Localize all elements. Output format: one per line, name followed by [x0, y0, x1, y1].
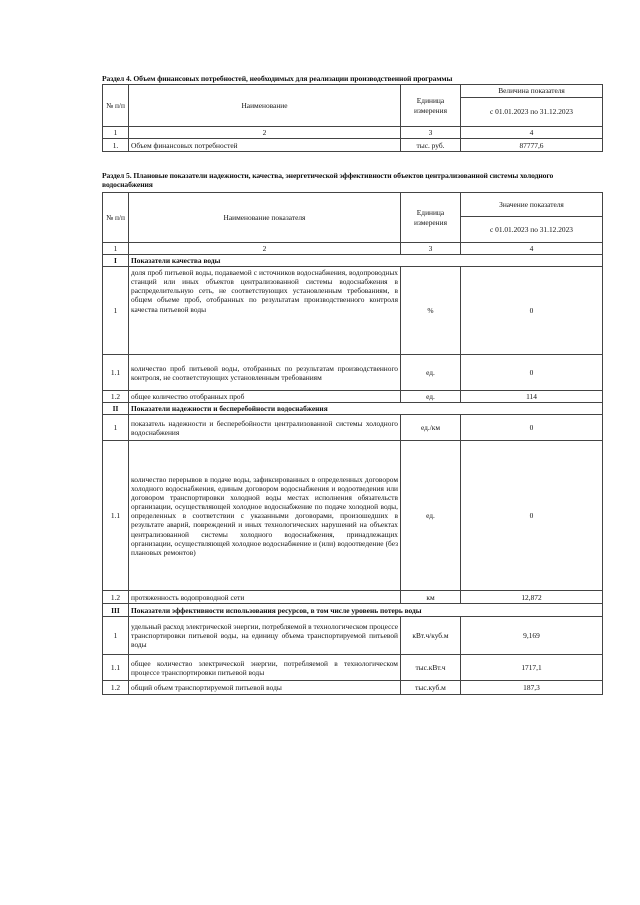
col-header-name: Наименование [129, 85, 401, 127]
row-value: 1717,1 [461, 655, 603, 681]
col-header-period: с 01.01.2023 по 31.12.2023 [461, 217, 603, 243]
row-unit: кВт.ч/куб.м [401, 617, 461, 655]
table-row [103, 355, 603, 391]
row-name: показатель надежности и бесперебойности централизованной системы холодного водоснабжения [129, 415, 401, 441]
col-header-name: Наименование показателя [129, 193, 401, 243]
col-header-period: с 01.01.2023 по 31.12.2023 [461, 98, 603, 127]
table-row [103, 681, 603, 695]
indicators-table [102, 192, 603, 695]
row-value: 0 [461, 267, 603, 355]
column-numbers-row [103, 127, 603, 139]
row-unit: ед. [401, 391, 461, 403]
group-title: Показатели эффективности использования ресурсов, в том числе уровень потерь воды [129, 604, 603, 617]
colnum-cell: 1 [103, 127, 129, 139]
row-num: 1.1 [103, 355, 129, 391]
row-value: 0 [461, 415, 603, 441]
table-header-row [103, 85, 603, 98]
row-num: 1 [103, 267, 129, 355]
row-unit: км [401, 591, 461, 604]
group-title: Показатели качества воды [129, 255, 603, 267]
row-num: 1. [103, 139, 129, 152]
section-row [103, 255, 603, 267]
col-header-value: Значение показателя [461, 193, 603, 217]
table-header-row [103, 193, 603, 217]
row-num: 1 [103, 415, 129, 441]
row-value: 87777,6 [461, 139, 603, 152]
row-name: удельный расход электрической энергии, потребляемой в технологическом процессе транспортировки питьевой воды, на единицу объема транспортируемой питьевой воды [129, 617, 401, 655]
row-value: 114 [461, 391, 603, 403]
table-row [103, 441, 603, 591]
row-name: количество проб питьевой воды, отобранных по результатам производственного контроля, не соответствующих установленным требованиям [129, 355, 401, 391]
section4-title: Раздел 4. Объем финансовых потребностей, необходимых для реализации производственной программы [102, 74, 453, 83]
colnum-cell: 3 [401, 127, 461, 139]
row-name: количество перерывов в подаче воды, зафиксированных в определенных договором холодного водоснабжения, единым договором водоснабжения и водоотведения или договором транспортировки холодной воды местах исполнения обязательств организации, осуществляющей холодное водоснабжение по подаче холодной воды, определенных в соответствии с указанными договорами, произошедших в результате аварий, повреждений и иных технологических нарушений на объектах централизованной системы холодного водоснабжения, принадлежащих организации, осуществляющей холодное водоснабжение и (или) водоотведение (без плановых ремонтов) [129, 441, 401, 591]
row-name: общий объем транспортируемой питьевой воды [129, 681, 401, 695]
row-value: 12,872 [461, 591, 603, 604]
row-value: 0 [461, 441, 603, 591]
group-num: III [103, 604, 129, 617]
row-unit: ед. [401, 441, 461, 591]
table-row [103, 139, 603, 152]
table-row [103, 415, 603, 441]
colnum-cell: 4 [461, 127, 603, 139]
colnum-cell: 3 [401, 243, 461, 255]
col-header-num: № п/п [103, 193, 129, 243]
section-row [103, 403, 603, 415]
row-name: общее количество электрической энергии, потребляемой в технологическом процессе транспортировки питьевой воды [129, 655, 401, 681]
row-unit: ед. [401, 355, 461, 391]
row-value: 187,3 [461, 681, 603, 695]
row-num: 1.1 [103, 441, 129, 591]
row-name: общее количество отобранных проб [129, 391, 401, 403]
col-header-num: № п/п [103, 85, 129, 127]
table-row [103, 391, 603, 403]
row-unit: ед./км [401, 415, 461, 441]
row-value: 9,169 [461, 617, 603, 655]
col-header-value: Величина показателя [461, 85, 603, 98]
table-row [103, 267, 603, 355]
table-row [103, 591, 603, 604]
row-num: 1.2 [103, 391, 129, 403]
group-num: II [103, 403, 129, 415]
row-num: 1 [103, 617, 129, 655]
row-num: 1.2 [103, 681, 129, 695]
table-row [103, 655, 603, 681]
row-name: Объем финансовых потребностей [129, 139, 401, 152]
table-row [103, 617, 603, 655]
colnum-cell: 2 [129, 243, 401, 255]
group-num: I [103, 255, 129, 267]
row-name: протяженность водопроводной сети [129, 591, 401, 604]
row-name: доля проб питьевой воды, подаваемой с источников водоснабжения, водопроводных станций или иных объектов централизованной системы водоснабжения в распределительную сеть, не соответствующих установленным требованиям, в общем объеме проб, отобранных по результатам производственного контроля качества питьевой воды [129, 267, 401, 355]
colnum-cell: 4 [461, 243, 603, 255]
group-title: Показатели надежности и бесперебойности водоснабжения [129, 403, 603, 415]
section5-title: Раздел 5. Плановые показатели надежности, качества, энергетической эффективности объектов централизованной системы холодного водоснабжения [102, 171, 554, 189]
section-row [103, 604, 603, 617]
row-value: 0 [461, 355, 603, 391]
row-num: 1.2 [103, 591, 129, 604]
col-header-unit: Единица измерения [401, 85, 461, 127]
colnum-cell: 2 [129, 127, 401, 139]
colnum-cell: 1 [103, 243, 129, 255]
financial-needs-table [102, 84, 603, 152]
column-numbers-row [103, 243, 603, 255]
row-num: 1.1 [103, 655, 129, 681]
row-unit: тыс.кВт.ч [401, 655, 461, 681]
row-unit: % [401, 267, 461, 355]
row-unit: тыс.куб.м [401, 681, 461, 695]
col-header-unit: Единица измерения [401, 193, 461, 243]
row-unit: тыс. руб. [401, 139, 461, 152]
